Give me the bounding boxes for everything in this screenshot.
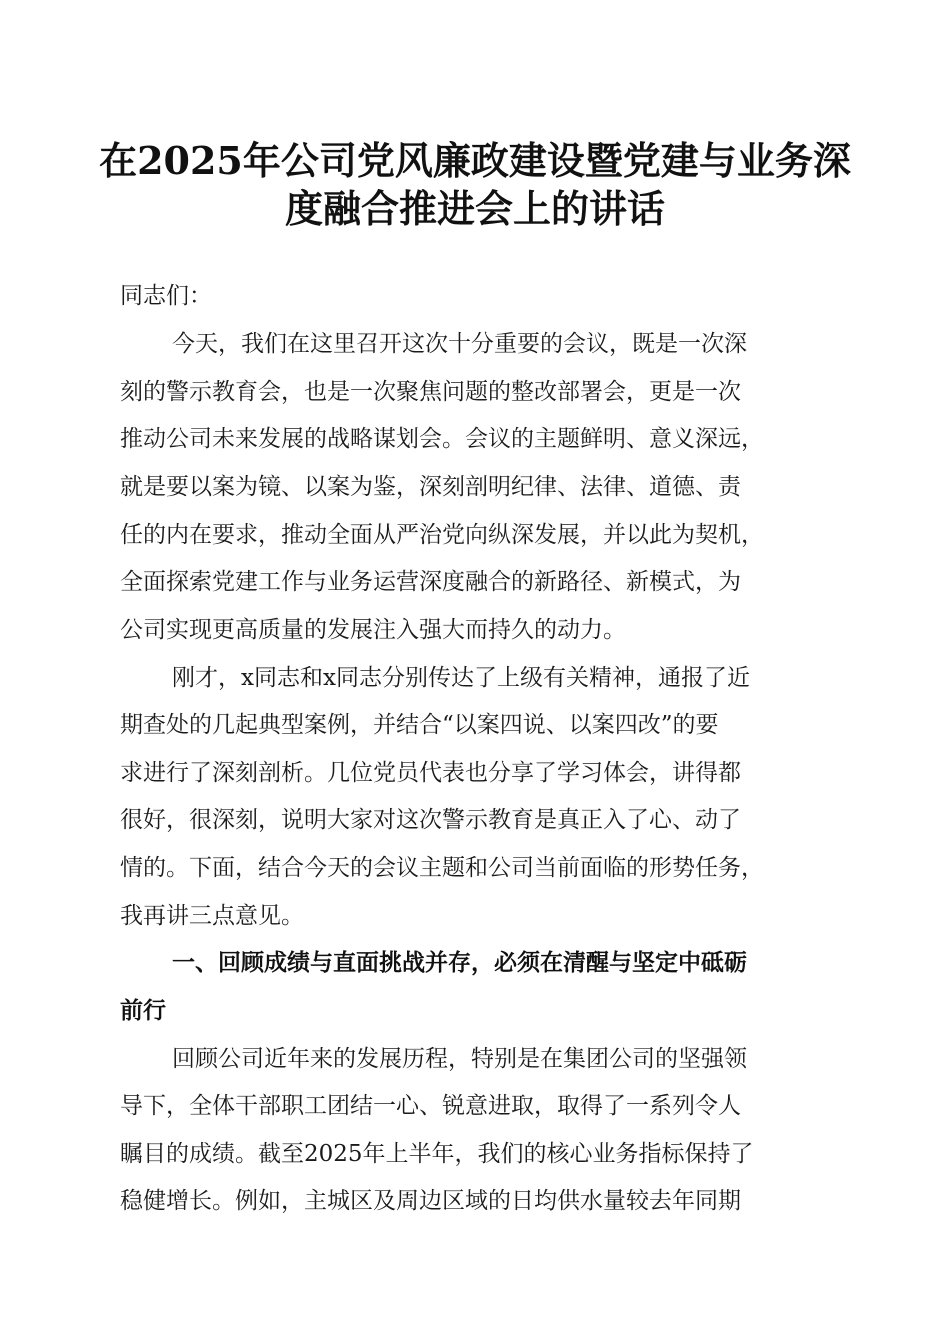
body-line [0,512,950,558]
body-line [0,1131,950,1177]
body-line [0,1178,950,1224]
body-line [0,655,950,701]
body-line [0,1083,950,1129]
paragraph-2-line-5: 情的。下面，结合今天的会议主题和公司当前面临的形势任务， [120,855,764,881]
document-title-line-2: 度融合推进会上的讲话 [284,186,665,231]
paragraph-1-line-3: 推动公司未来发展的战略谋划会。会议的主题鲜明、意义深远， [120,426,764,452]
paragraph-1-line-4: 就是要以案为镜、以案为鉴，深刻剖明纪律、法律、道德、责 [120,474,741,500]
paragraph-1-line-7: 公司实现更高质量的发展注入强大而持久的动力。 [120,617,626,643]
paragraph-2-line-6: 我再讲三点意见。 [120,903,304,929]
body-line [0,369,950,415]
body-line [0,416,950,462]
paragraph-2-line-2: 期查处的几起典型案例，并结合“以案四说、以案四改”的要 [120,712,719,738]
section-heading-line-1: 一、回顾成绩与直面挑战并存，必须在清醒与坚定中砥砺 [172,950,747,976]
body-line [0,797,950,843]
body-line [0,607,950,653]
paragraph-1-line-1: 今天，我们在这里召开这次十分重要的会议，既是一次深 [172,331,747,357]
body-line [0,464,950,510]
paragraph-3-line-4: 稳健增长。例如，主城区及周边区域的日均供水量较去年同期 [120,1188,741,1214]
body-line [0,845,950,891]
paragraph-1-line-2: 刻的警示教育会，也是一次聚焦问题的整改部署会，更是一次 [120,379,741,405]
salutation-text: 同志们： [120,283,212,309]
body-line [0,702,950,748]
paragraph-3-line-2: 导下，全体干部职工团结一心、锐意进取，取得了一系列令人 [120,1093,741,1119]
paragraph-3-line-3: 瞩目的成绩。截至2025年上半年，我们的核心业务指标保持了 [120,1141,754,1167]
paragraph-1-line-5: 任的内在要求，推动全面从严治党向纵深发展，并以此为契机， [120,522,764,548]
paragraph-1-line-6: 全面探索党建工作与业务运营深度融合的新路径、新模式，为 [120,569,741,595]
salutation [0,273,950,319]
section-heading [0,988,950,1034]
body-line [0,321,950,367]
paragraph-3-line-1: 回顾公司近年来的发展历程，特别是在集团公司的坚强领 [172,1046,747,1072]
body-line [0,1036,950,1082]
paragraph-2-line-1: 刚才，x同志和x同志分别传达了上级有关精神，通报了近 [172,665,750,691]
paragraph-2-line-4: 很好，很深刻，说明大家对这次警示教育是真正入了心、动了 [120,807,741,833]
body-line [0,559,950,605]
section-heading [0,940,950,986]
section-heading-line-2: 前行 [120,998,166,1024]
paragraph-2-line-3: 求进行了深刻剖析。几位党员代表也分享了学习体会，讲得都 [120,760,741,786]
body-line [0,893,950,939]
body-line [0,750,950,796]
document-title-line-1: 在2025年公司党风廉政建设暨党建与业务深 [99,138,851,183]
